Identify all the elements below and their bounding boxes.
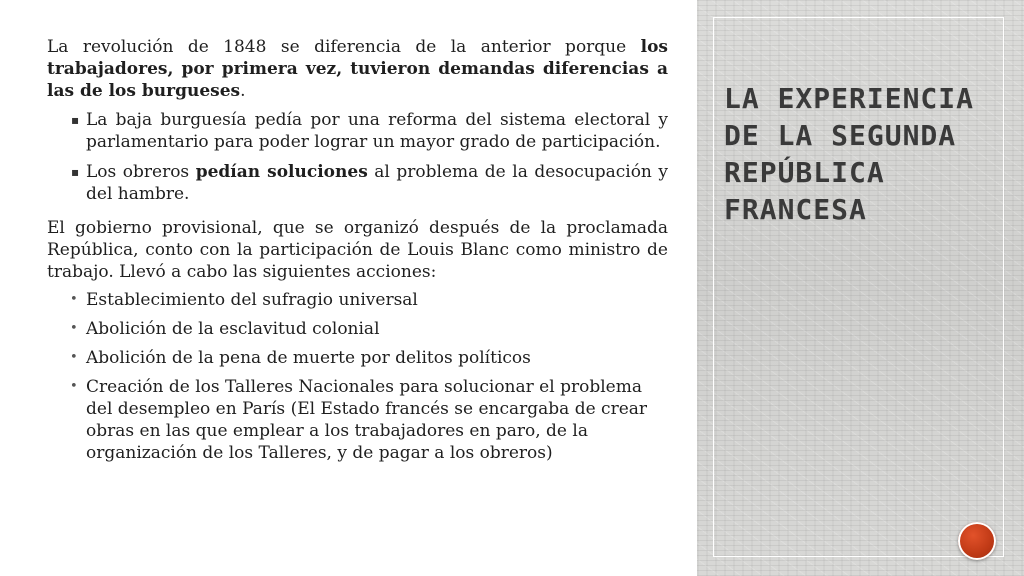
list-item: • Creación de los Talleres Nacionales para solucionar el problema del desempleo en París (El Estado francés se encargaba de crear obras en las que emplear a los trabajadores en paro, de la organización de los Talleres, y de pagar a los obreros) bbox=[86, 376, 668, 464]
intro-end: . bbox=[240, 81, 246, 101]
list-item-text-end: al problema de la desocupación y del hambre. bbox=[86, 162, 669, 204]
list-item-text: Los obreros bbox=[86, 162, 196, 182]
slide-title: LA EXPERIENCIA DE LA SEGUNDA REPÚBLICA FRANCESA bbox=[724, 82, 975, 226]
list-item bbox=[86, 161, 668, 205]
list-item bbox=[86, 109, 668, 153]
actions-list bbox=[86, 289, 668, 464]
intro-bold-text: los trabajadores, por primera vez, tuvieron demandas diferencias a las de los burgueses bbox=[47, 37, 668, 101]
government-paragraph: El gobierno provisional, que se organizó después de la proclamada República, conto con la participación de Louis Blanc como ministro de trabajo. Llevó a cabo las siguientes acciones: bbox=[47, 218, 668, 282]
demands-list bbox=[86, 109, 668, 205]
slide-number-badge bbox=[958, 522, 996, 560]
intro-paragraph bbox=[47, 36, 668, 102]
content-area bbox=[47, 36, 668, 471]
list-item: • Abolición de la pena de muerte por delitos políticos bbox=[86, 347, 668, 369]
list-item-text: La baja burguesía pedía por una reforma del sistema electoral y parlamentario para poder lograr un mayor grado de participación. bbox=[86, 110, 668, 152]
intro-text: La revolución de 1848 se diferencia de la anterior porque bbox=[47, 37, 641, 57]
list-item: • Abolición de la esclavitud colonial bbox=[86, 318, 668, 340]
list-item: • Establecimiento del sufragio universal bbox=[86, 289, 668, 311]
list-item-bold: pedían soluciones bbox=[195, 162, 368, 182]
